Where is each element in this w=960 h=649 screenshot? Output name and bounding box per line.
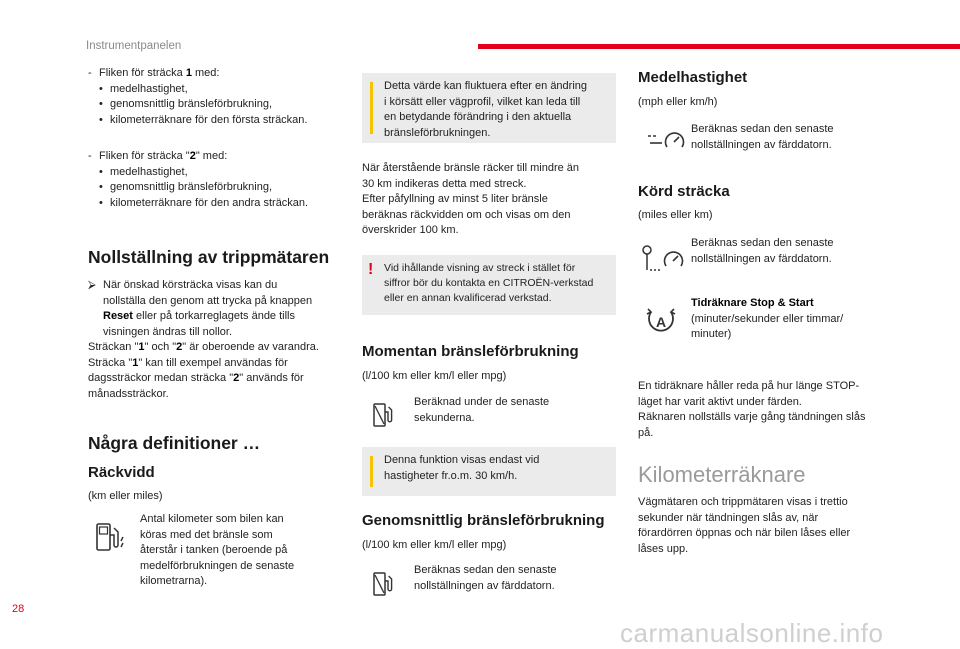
momentary-consumption-title: Momentan bränsleförbrukning	[362, 343, 579, 360]
average-consumption-title: Genomsnittlig bränsleförbrukning	[362, 512, 605, 529]
list-item: kilometerräknare för den första sträckan.	[110, 113, 308, 126]
note-bar	[370, 456, 373, 487]
note-line: hastigheter fr.o.m. 30 km/h.	[384, 469, 518, 482]
average-speed-unit: (mph eller km/h)	[638, 96, 718, 108]
average-unit: (l/100 km eller km/l eller mpg)	[362, 539, 507, 551]
tab2-lead: Fliken för sträcka "	[99, 150, 190, 162]
para-line: 30 km indikeras detta med streck.	[362, 177, 527, 190]
list-item: medelhastighet,	[110, 165, 188, 178]
odometer-paragraph	[638, 495, 900, 557]
desc-line: (minuter/sekunder eller timmar/	[691, 312, 844, 325]
reset-block	[88, 278, 350, 402]
range-paragraph	[362, 161, 618, 239]
note-line: siffror bör du kontakta en CITROËN-verkstad	[384, 277, 594, 289]
reset-p2-bold: 1	[132, 356, 139, 369]
para-line: förardörren öppnas och när bilen låses eller	[638, 527, 851, 539]
note-line: Detta värde kan fluktuera efter en ändring	[384, 80, 588, 92]
definitions-title: Några definitioner …	[88, 433, 261, 453]
desc-line: Beräknas sedan den senaste	[414, 564, 557, 576]
momentary-unit: (l/100 km eller km/l eller mpg)	[362, 370, 507, 382]
desc-line: återstår i tanken (beroende på	[140, 544, 288, 556]
speedometer-average-icon	[646, 129, 686, 153]
list-item: kilometerräknare för den andra sträckan.	[110, 196, 309, 209]
reset-line: visningen ändras till nollor.	[103, 325, 233, 338]
desc-line: Beräknad under de senaste	[414, 396, 550, 408]
reset-p2-text: dagssträckor medan sträcka "	[88, 372, 234, 384]
average-speed-description	[691, 122, 891, 153]
para-line: När återstående bränsle räcker till mindre än	[362, 162, 580, 174]
note-bar	[370, 82, 373, 134]
note-line: bränsleförbrukningen.	[384, 126, 491, 139]
para-line: Räknaren nollställs varje gång tändningen slås	[638, 411, 866, 423]
range-unit: (km eller miles)	[88, 490, 163, 502]
reset-p2-bold: 2	[233, 372, 240, 384]
distance-title: Körd sträcka	[638, 183, 730, 200]
distance-flag-icon	[642, 244, 686, 274]
reset-p2-text: " kan till exempel användas för	[138, 356, 288, 369]
para-line: låses upp.	[638, 542, 689, 555]
running-header: Instrumentpanelen	[86, 40, 182, 52]
tab2-lead-end: " med:	[195, 150, 228, 162]
fuel-pump-momentary-icon	[372, 400, 398, 430]
note-line: i körsätt eller vägprofil, vilket kan leda till	[384, 95, 581, 108]
desc-line: Beräknas sedan den senaste	[691, 123, 834, 135]
para-line: Efter påfyllning av minst 5 liter bränsle	[362, 193, 548, 205]
list-item: genomsnittlig bränsleförbrukning,	[110, 181, 273, 193]
desc-line: Beräknas sedan den senaste	[691, 237, 834, 249]
para-line: överskrider 100 km.	[362, 224, 459, 236]
warning-icon: !	[368, 261, 374, 278]
fuel-pump-average-icon	[372, 569, 398, 599]
odometer-title: Kilometerräknare	[638, 462, 806, 487]
reset-button-name: Reset	[103, 310, 133, 322]
list-item: genomsnittlig bränsleförbrukning,	[110, 98, 273, 110]
para-line: En tidräknare håller reda på hur länge STOP-	[638, 380, 860, 392]
reset-p2-text: " används för	[239, 372, 304, 384]
distance-description	[691, 236, 891, 267]
average-speed-title: Medelhastighet	[638, 69, 748, 86]
reset-line: eller på torkarreglagets ände tills	[132, 310, 295, 322]
desc-line: nollställningen av färddatorn.	[691, 138, 832, 151]
reset-p2-text: " är oberoende av varandra.	[182, 341, 319, 353]
para-line: Vägmätaren och trippmätaren visas i trettio	[638, 496, 848, 508]
reset-p2-text: Sträcka "	[88, 356, 133, 369]
para-line: sekunder när tändningen slås av, när	[638, 511, 819, 524]
reset-line: nollställa den genom att trycka på knappen	[103, 294, 313, 307]
average-description	[414, 563, 614, 594]
desc-line: köras med det bränsle som	[140, 528, 273, 541]
list-item: medelhastighet,	[110, 82, 188, 95]
note-line: Vid ihållande visning av streck i stället för	[384, 262, 576, 274]
note-line: en betydande förändring i den aktuella	[384, 111, 572, 123]
watermark: carmanualsonline.info	[620, 618, 884, 648]
reset-p2-text: Sträckan "	[88, 341, 139, 353]
desc-line: kilometrarna).	[140, 575, 208, 587]
desc-line: medelförbrukningen de senaste	[140, 559, 295, 572]
range-description	[140, 512, 340, 590]
tab2-block: - Fliken för sträcka "2" med: • medelhastighet, • genomsnittlig bränsleförbrukning, • kilometerräknare för den andra sträckan.	[88, 149, 348, 211]
stop-start-icon-letter: A	[655, 314, 667, 330]
reset-title: Nollställning av trippmätaren	[88, 247, 330, 267]
note-line: Denna funktion visas endast vid	[384, 454, 540, 466]
reset-p2-text: " och "	[144, 341, 177, 353]
range-title: Räckvidd	[88, 464, 155, 481]
desc-line: nollställningen av färddatorn.	[414, 579, 555, 592]
arrow-icon: ⮚	[88, 279, 96, 291]
stop-start-title: Tidräknare Stop & Start	[691, 297, 814, 309]
desc-line: Antal kilometer som bilen kan	[140, 513, 284, 525]
para-line: på.	[638, 426, 654, 439]
desc-line: minuter)	[691, 328, 732, 340]
distance-unit: (miles eller km)	[638, 209, 713, 221]
stop-start-icon	[644, 304, 678, 338]
para-line: beräknas räckvidden om och visas om den	[362, 208, 571, 221]
note-line: eller en annan kvalificerad verkstad.	[384, 292, 552, 304]
tab1-lead: Fliken för sträcka	[99, 67, 186, 79]
desc-line: sekunderna.	[414, 411, 475, 424]
fuel-pump-range-icon	[95, 521, 125, 555]
reset-p2-bold: 2	[176, 341, 183, 353]
reset-line: När önskad körsträcka visas kan du	[103, 279, 278, 291]
reset-p2-text: månadssträckor.	[88, 387, 169, 400]
timer-paragraph	[638, 379, 900, 441]
momentary-description	[414, 395, 614, 426]
page-number: 28	[12, 603, 25, 615]
header-accent-bar	[478, 44, 960, 49]
para-line: läget har varit aktivt under färden.	[638, 395, 802, 408]
reset-p2-bold: 1	[138, 341, 145, 353]
tab1-lead-end: med:	[191, 67, 220, 79]
info-note-fluctuation	[362, 73, 616, 143]
tab1-number: 1	[185, 67, 192, 79]
tab2-number: 2	[189, 150, 196, 162]
tab1-block: - Fliken för sträcka 1 med: • medelhastighet, • genomsnittlig bränsleförbrukning, • kilometerräknare för den första sträckan.	[88, 66, 348, 128]
warning-note-dashes	[362, 255, 616, 315]
stop-start-block	[691, 296, 891, 343]
info-note-speed	[362, 447, 616, 496]
desc-line: nollställningen av färddatorn.	[691, 252, 832, 265]
